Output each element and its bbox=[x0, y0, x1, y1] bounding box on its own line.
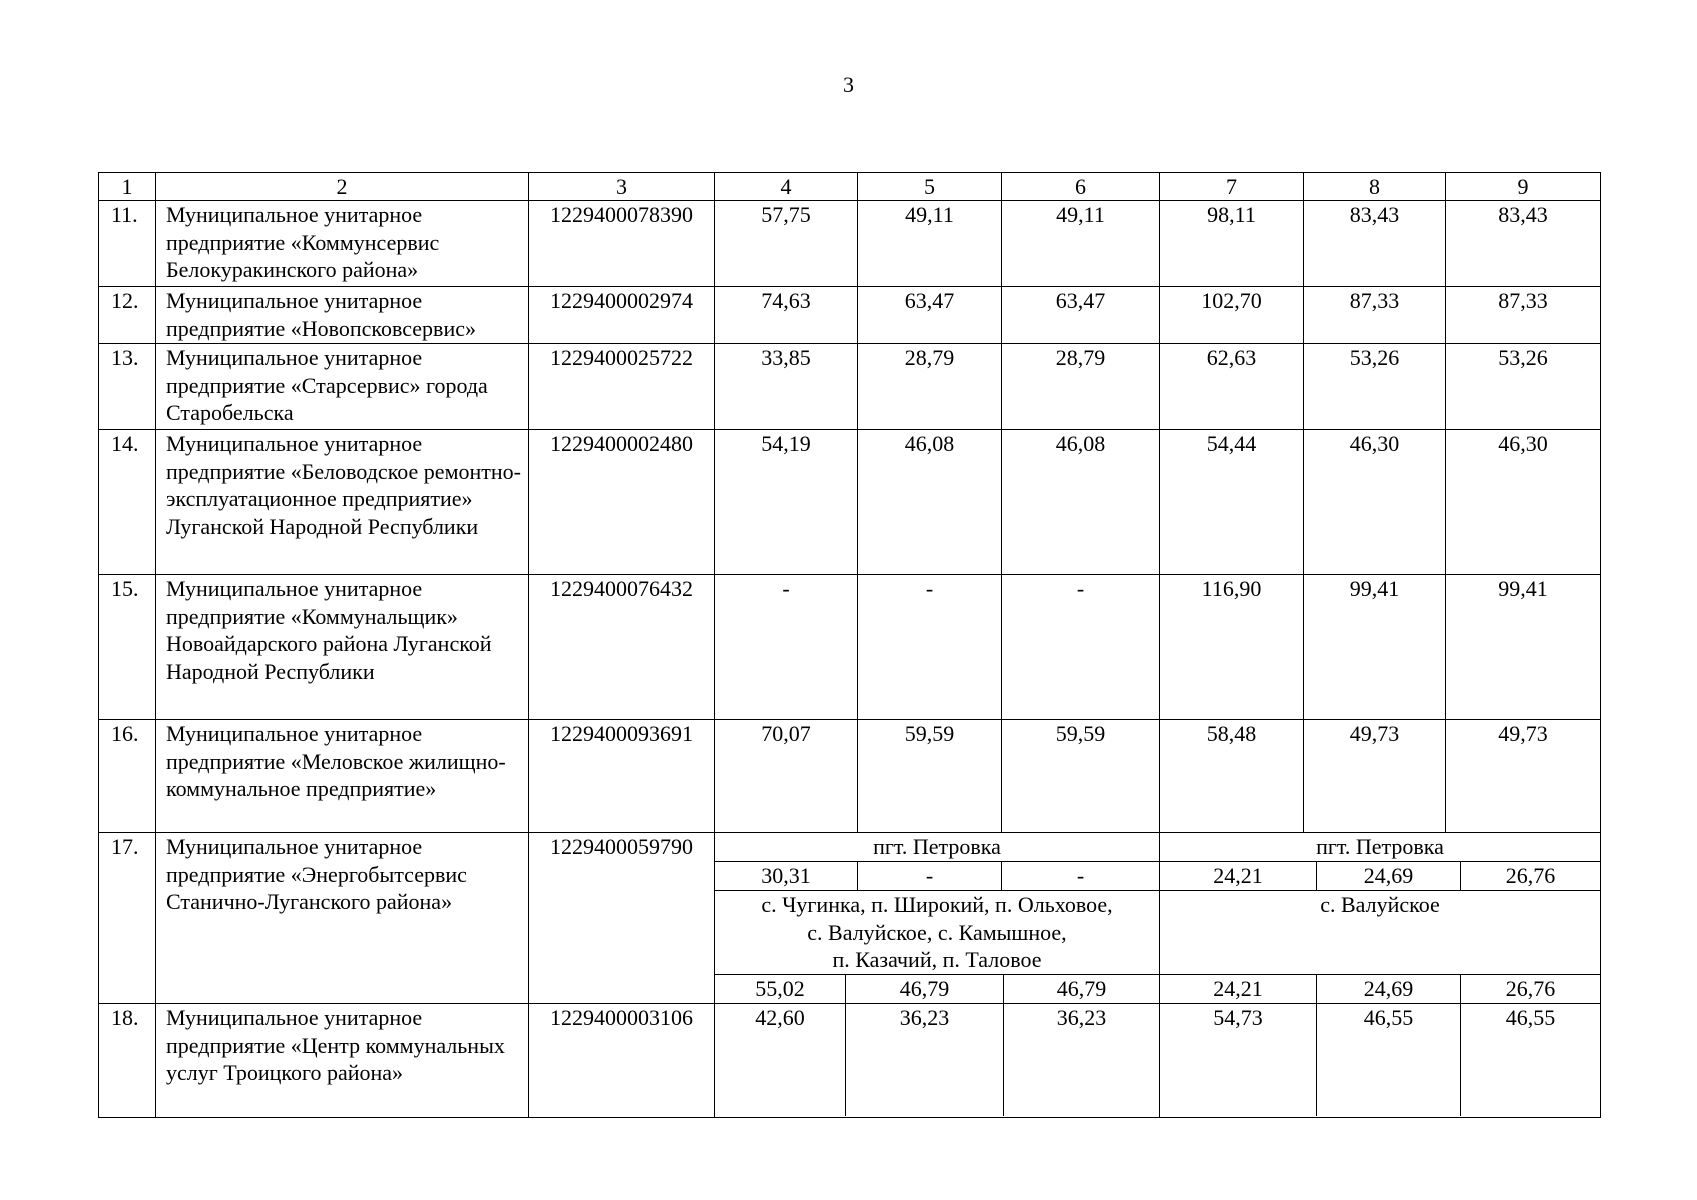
table-row bbox=[99, 201, 1601, 287]
value-cell: 30,31 bbox=[715, 862, 858, 891]
tariff-table bbox=[98, 172, 1601, 1118]
area-label: пгт. Петровка bbox=[715, 833, 1160, 862]
value-cell: - bbox=[1002, 862, 1160, 891]
value-cell: 26,76 bbox=[1460, 862, 1600, 890]
value-cell: 98,11 bbox=[1160, 201, 1304, 287]
value-cell: 46,55 bbox=[1316, 1004, 1460, 1116]
table-row bbox=[99, 287, 1601, 344]
value-group bbox=[715, 1004, 1160, 1118]
enterprise-name: Муниципальное унитарное предприятие «Новопсковсервис» bbox=[156, 287, 529, 344]
value-cell: 28,79 bbox=[858, 344, 1002, 430]
value-cell: - bbox=[858, 575, 1002, 720]
value-cell: 24,69 bbox=[1316, 975, 1460, 1003]
value-cell: 46,79 bbox=[1003, 975, 1159, 1003]
value-cell: - bbox=[858, 862, 1002, 891]
row-number: 17. bbox=[99, 833, 156, 1004]
value-cell: 74,63 bbox=[715, 287, 858, 344]
registration-number: 1229400025722 bbox=[529, 344, 715, 430]
column-number-row bbox=[99, 173, 1601, 201]
value-cell: 46,08 bbox=[858, 430, 1002, 575]
value-cell: 53,26 bbox=[1304, 344, 1446, 430]
value-cell: 49,73 bbox=[1304, 720, 1446, 833]
value-cell: 54,73 bbox=[1213, 1005, 1263, 1030]
value-cell: 99,41 bbox=[1304, 575, 1446, 720]
value-cell: 28,79 bbox=[1002, 344, 1160, 430]
value-cell: 46,08 bbox=[1002, 430, 1160, 575]
row-number: 15. bbox=[99, 575, 156, 720]
value-cell: 116,90 bbox=[1160, 575, 1304, 720]
column-header: 4 bbox=[715, 173, 858, 201]
value-group bbox=[1160, 1004, 1601, 1118]
enterprise-name: Муниципальное унитарное предприятие «Старсервис» города Старобельска bbox=[156, 344, 529, 430]
value-cell: - bbox=[715, 575, 858, 720]
enterprise-name: Муниципальное унитарное предприятие «Центр коммунальных услуг Троицкого района» bbox=[156, 1004, 529, 1118]
registration-number: 1229400059790 bbox=[529, 833, 715, 1004]
page-number: 3 bbox=[843, 72, 854, 97]
enterprise-name: Муниципальное унитарное предприятие «Коммунальщик» Новоайдарского района Луганской Народной Республики bbox=[156, 575, 529, 720]
enterprise-name: Муниципальное унитарное предприятие «Коммунсервис Белокуракинского района» bbox=[156, 201, 529, 287]
column-header: 9 bbox=[1446, 173, 1601, 201]
value-cell: 46,30 bbox=[1304, 430, 1446, 575]
value-cell: 36,23 bbox=[1003, 1004, 1159, 1116]
value-cell: 99,41 bbox=[1446, 575, 1601, 720]
table-row bbox=[99, 575, 1601, 720]
area-label: с. Валуйское bbox=[1160, 891, 1601, 975]
value-cell: 49,11 bbox=[858, 201, 1002, 287]
registration-number: 1229400003106 bbox=[529, 1004, 715, 1118]
value-cell: 63,47 bbox=[1002, 287, 1160, 344]
table-row bbox=[99, 1004, 1601, 1118]
registration-number: 1229400076432 bbox=[529, 575, 715, 720]
area-line: с. Чугинка, п. Широкий, п. Ольховое, bbox=[761, 892, 1113, 917]
value-cell: 83,43 bbox=[1446, 201, 1601, 287]
value-cell: 26,76 bbox=[1460, 975, 1600, 1003]
value-cell: 24,69 bbox=[1316, 862, 1460, 890]
value-cell: 58,48 bbox=[1160, 720, 1304, 833]
value-cell: 53,26 bbox=[1446, 344, 1601, 430]
table-row bbox=[99, 344, 1601, 430]
row-number: 12. bbox=[99, 287, 156, 344]
enterprise-name: Муниципальное унитарное предприятие «Меловское жилищно-коммунальное предприятие» bbox=[156, 720, 529, 833]
value-cell: 59,59 bbox=[858, 720, 1002, 833]
column-header: 5 bbox=[858, 173, 1002, 201]
area-label: пгт. Петровка bbox=[1160, 833, 1601, 862]
column-header: 2 bbox=[156, 173, 529, 201]
value-cell: 49,73 bbox=[1446, 720, 1601, 833]
column-header: 1 bbox=[99, 173, 156, 201]
enterprise-name: Муниципальное унитарное предприятие «Беловодское ремонтно-эксплуатационное предприятие» Луганской Народной Республики bbox=[156, 430, 529, 575]
value-cell: 70,07 bbox=[715, 720, 858, 833]
value-cell: 83,43 bbox=[1304, 201, 1446, 287]
value-cell: 63,47 bbox=[858, 287, 1002, 344]
column-header: 6 bbox=[1002, 173, 1160, 201]
table-row bbox=[99, 430, 1601, 575]
row-number: 11. bbox=[99, 201, 156, 287]
table-row bbox=[99, 833, 1601, 862]
column-header: 8 bbox=[1304, 173, 1446, 201]
value-cell: - bbox=[1002, 575, 1160, 720]
value-group bbox=[715, 975, 1160, 1004]
value-cell: 24,21 bbox=[1213, 976, 1263, 1001]
value-cell: 59,59 bbox=[1002, 720, 1160, 833]
row-number: 13. bbox=[99, 344, 156, 430]
value-cell: 46,79 bbox=[845, 975, 1003, 1003]
value-cell: 33,85 bbox=[715, 344, 858, 430]
value-cell: 57,75 bbox=[715, 201, 858, 287]
value-cell: 49,11 bbox=[1002, 201, 1160, 287]
registration-number: 1229400093691 bbox=[529, 720, 715, 833]
value-group bbox=[1160, 975, 1601, 1004]
column-header: 7 bbox=[1160, 173, 1304, 201]
table-row bbox=[99, 720, 1601, 833]
value-cell: 54,44 bbox=[1160, 430, 1304, 575]
value-cell: 46,30 bbox=[1446, 430, 1601, 575]
area-line: п. Казачий, п. Таловое bbox=[832, 947, 1042, 972]
value-cell: 55,02 bbox=[755, 976, 805, 1001]
registration-number: 1229400078390 bbox=[529, 201, 715, 287]
value-cell: 42,60 bbox=[755, 1005, 805, 1030]
value-cell: 102,70 bbox=[1160, 287, 1304, 344]
registration-number: 1229400002974 bbox=[529, 287, 715, 344]
value-cell: 54,19 bbox=[715, 430, 858, 575]
value-cell: 87,33 bbox=[1446, 287, 1601, 344]
column-header: 3 bbox=[529, 173, 715, 201]
value-cell: 24,21 bbox=[1213, 863, 1263, 888]
value-cell: 46,55 bbox=[1460, 1004, 1600, 1116]
enterprise-name: Муниципальное унитарное предприятие «Энергобытсервис Станично-Луганского района» bbox=[156, 833, 529, 1004]
registration-number: 1229400002480 bbox=[529, 430, 715, 575]
area-line: с. Валуйское, с. Камышное, bbox=[807, 919, 1067, 945]
value-group bbox=[1160, 862, 1601, 891]
value-cell: 36,23 bbox=[845, 1004, 1003, 1116]
row-number: 14. bbox=[99, 430, 156, 575]
value-cell: 87,33 bbox=[1304, 287, 1446, 344]
row-number: 18. bbox=[99, 1004, 156, 1118]
value-cell: 62,63 bbox=[1160, 344, 1304, 430]
area-label bbox=[715, 891, 1160, 975]
row-number: 16. bbox=[99, 720, 156, 833]
